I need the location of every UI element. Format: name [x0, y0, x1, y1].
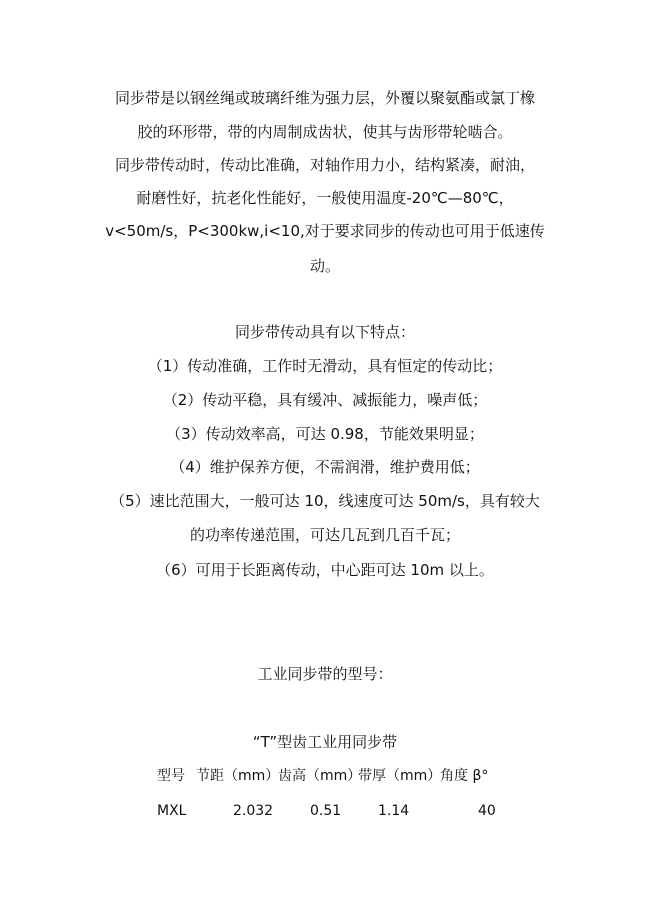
- intro-line-6: 动。: [309, 257, 340, 275]
- feature-item-4: （4）维护保养方便，不需润滑，维护费用低；: [170, 458, 480, 476]
- intro-line-1: 同步带是以钢丝绳或玻璃纤维为强力层，外覆以聚氨酯或氯丁橡: [114, 89, 535, 107]
- cell-thickness: 1.14: [378, 803, 410, 819]
- table-row: [0, 801, 650, 821]
- intro-line-2: 胶的环形带，带的内周制成齿状，使其与齿形带轮啮合。: [137, 123, 513, 141]
- table-header-row: [0, 766, 650, 786]
- types-title: 工业同步带的型号：: [257, 665, 393, 683]
- feature-item-1: （1）传动准确，工作时无滑动，具有恒定的传动比；: [147, 357, 503, 375]
- header-tooth-height: 齿高（mm）: [278, 768, 362, 784]
- cell-angle: 40: [478, 803, 496, 819]
- feature-item-5-line-1: （5）速比范围大，一般可达 10，线速度可达 50m/s，具有较大: [110, 492, 540, 510]
- intro-line-5: v<50m/s，P<300kw,i<10,对于要求同步的传动也可用于低速传: [105, 222, 545, 240]
- header-angle: 角度 β°: [440, 768, 489, 784]
- feature-item-2: （2）传动平稳，具有缓冲、减振能力，噪声低；: [162, 391, 488, 409]
- feature-item-3: （3）传动效率高，可达 0.98，节能效果明显；: [166, 425, 484, 443]
- feature-item-6: （6）可用于长距离传动，中心距可达 10m 以上。: [156, 561, 494, 579]
- feature-item-5-line-2: 的功率传递范围，可达几瓦到几百千瓦；: [189, 526, 460, 544]
- header-thickness: 带厚（mm）: [358, 768, 442, 784]
- table-title: “T”型齿工业用同步带: [252, 733, 398, 751]
- cell-model: MXL: [157, 803, 187, 819]
- cell-pitch: 2.032: [233, 803, 274, 819]
- cell-tooth-height: 0.51: [310, 803, 342, 819]
- intro-line-4: 耐磨性好，抗老化性能好，一般使用温度-20℃—80℃，: [136, 189, 514, 207]
- intro-line-3: 同步带传动时，传动比准确，对轴作用力小，结构紧凑，耐油，: [114, 156, 535, 174]
- header-pitch: 节距（mm）: [196, 768, 280, 784]
- features-title: 同步带传动具有以下特点：: [234, 323, 415, 341]
- header-model: 型号: [157, 768, 185, 784]
